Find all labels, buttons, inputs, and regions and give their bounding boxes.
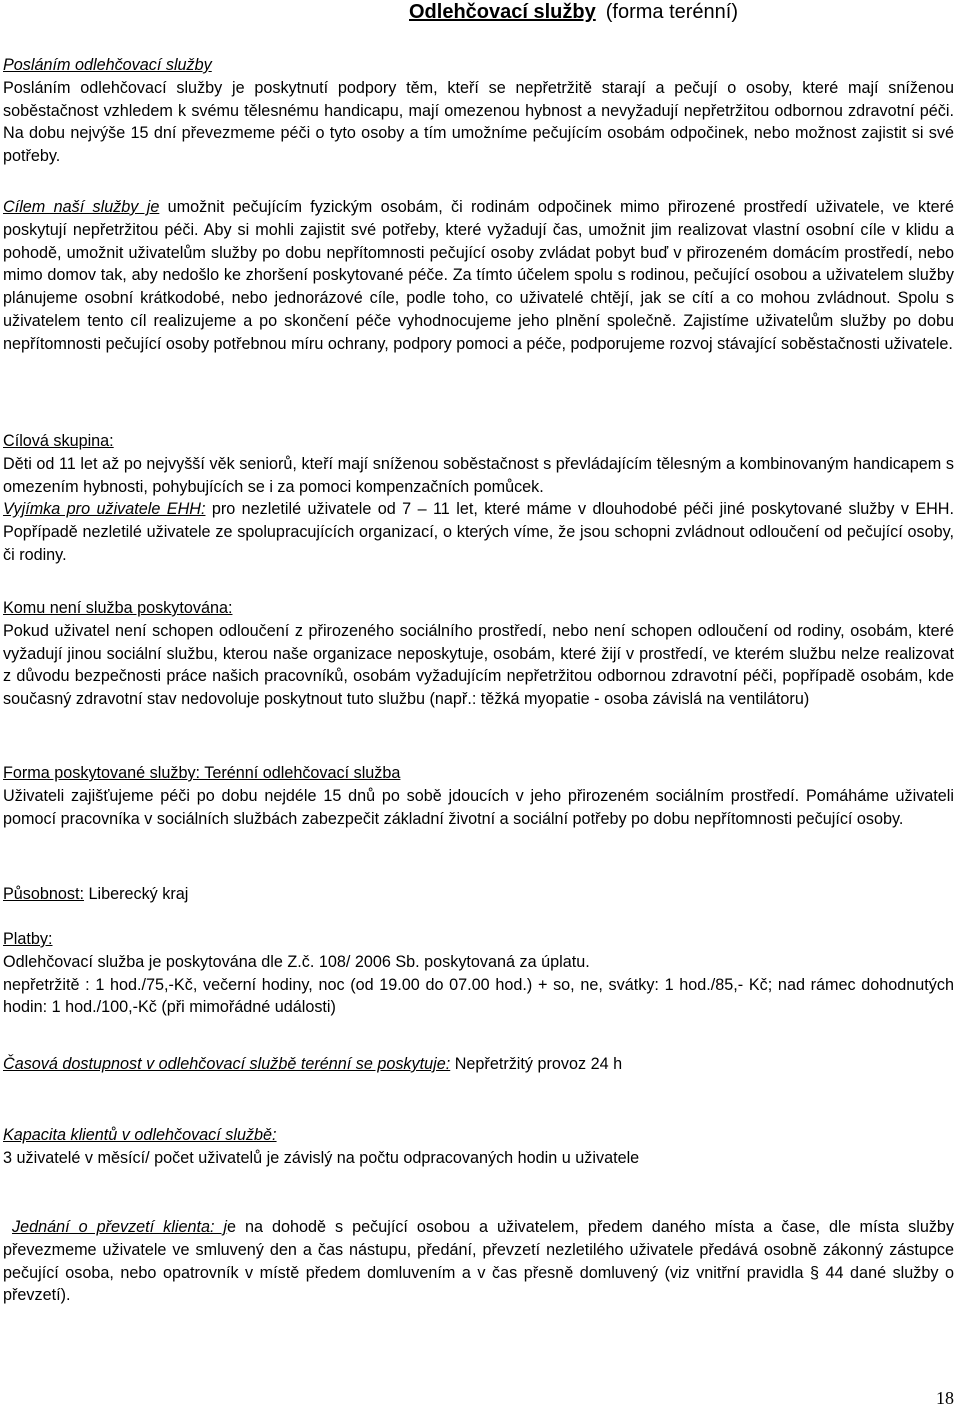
section-heading: Kapacita klientů v odlehčovací službě:	[3, 1126, 277, 1144]
section-cil	[3, 196, 954, 356]
section-forma	[3, 762, 954, 830]
section-text: umožnit pečujícím fyzickým osobám, či rodinám odpočinek mimo přirozené prostředí uživatele, ve které poskytují nepřetržitou péči. Aby si mohli zajistit své potřeby, které vyžadují čas, umožnit jim realizovat vlastní osobní cíle v klidu a pohodě, umožnit uživatelům služby po dobu nepřítomnosti pečující osoby zvládat pobyt buď v přirozeném domácím prostředí, nebo mimo domov tak, aby nedošlo ke zhoršení poskytované péče. Za tímto účelem spolu s rodinou, pečující osobou a uživatelem služby plánujeme osobní krátkodobé, nebo jednorázové cíle, podle toho, co uživatelé chtějí, jak se cítí a co mohou zvládnout. Spolu s uživatelem tento cíl realizujeme a po skončení péče vyhodnocujeme jeho plnění společně. Zajistíme uživatelům služby po dobu nepřítomnosti pečující osoby potřebnou míru ochrany, podpory pomoci a péče, podporujeme rozvoj stávající soběstačnosti uživatele.	[3, 198, 954, 353]
platby-line: Odlehčovací služba je poskytována dle Z.č. 108/ 2006 Sb. poskytovaná za úplatu.	[3, 952, 590, 971]
section-heading: Cílová skupina:	[3, 432, 114, 450]
section-text: e na dohodě s pečující osobou a uživatelem, předem daného místa a čase, dle místa služby převezmeme uživatele ve smluvený den a čas nástupu, předání, převzetí nezletilého uživatele předává osobně zákonný zástupce pečující osoba, nebo opatrovník v místě předem domluvením a v čas přesně domluvený (viz vnitřní pravidla § 44 dané služby o převzetí).	[3, 1218, 955, 1305]
section-text: Uživateli zajišťujeme péči po dobu nejdéle 15 dnů po sobě jdoucích v jeho přirozeném sociálním prostředí. Pomáháme uživateli pomocí pracovníka v sociálních službách zabezpečit základní životní a sociální potřeby po dobu nepřítomnosti pečující osoby.	[3, 786, 954, 828]
section-text: Děti od 11 let až po nejvyšší věk seniorů, kteří mají sníženou soběstačnost s převládajícím tělesným a kombinovaným handicapem s omezením hybnosti, pohybujících se i za pomoci kompenzačních pomůcek.	[3, 454, 954, 496]
section-komu	[3, 597, 954, 711]
section-heading: Forma poskytované služby: Terénní odlehčovací služba	[3, 764, 401, 782]
section-heading: Jednání o převzetí klienta: j	[12, 1218, 228, 1236]
section-jednani	[3, 1216, 954, 1307]
title-main: Odlehčovací služby	[409, 1, 596, 23]
section-text: Pokud uživatel není schopen odloučení z přirozeného sociálního prostředí, nebo není schopen odloučení od rodiny, osobám, které vyžadují jinou sociální službu, kterou naše organizace neposkytuje, osobám, které žijí v prostředí, ve kterém službu nelze realizovat z důvodu bezpečnosti práce našich pracovníků, osobám vyžadujícím nepřetržitou odbornou zdravotní péči, popřípadě osobám, kde současný zdravotní stav nedovoluje poskytnout tuto službu (např.: těžká myopatie - osoba závislá na ventilátoru)	[3, 621, 954, 709]
section-heading: Časová dostupnost v odlehčovací službě terénní se poskytuje:	[3, 1055, 451, 1073]
document-title	[0, 0, 960, 24]
section-heading: Působnost:	[3, 885, 84, 903]
exception-text: pro nezletilé uživatele od 7 – 11 let, které máme v dlouhodobé péči jiné poskytované služby v EHH. Popřípadě nezletilé uživatele ze spolupracujících organizací, o kterých víme, že jsou schopni zvládnout odloučení od pečující osoby, či rodiny.	[3, 500, 954, 564]
page-number: 18	[936, 1388, 954, 1408]
section-heading: Platby:	[3, 930, 53, 948]
exception-heading: Vyjímka pro uživatele EHH:	[3, 500, 206, 519]
section-text: Liberecký kraj	[84, 885, 189, 903]
section-heading: Komu není služba poskytována:	[3, 599, 233, 617]
section-casova-dostupnost	[3, 1053, 954, 1076]
section-platby	[3, 928, 954, 1019]
section-pusobnost	[3, 883, 954, 906]
section-heading: Cílem naší služby je	[3, 198, 160, 216]
section-cilova-skupina	[3, 430, 954, 567]
section-kapacita	[3, 1124, 954, 1170]
platby-line: nepřetržitě : 1 hod./75,-Kč, večerní hodiny, noc (od 19.00 do 07.00 hod.) + so, ne, svátky: 1 hod./85,- Kč; nad rámec dohodnutých hodin: 1 hod./100,-Kč (při mimořádné události)	[3, 975, 954, 1017]
section-text: Posláním odlehčovací služby je poskytnutí podpory těm, kteří se nepřetržitě starají a pečují o osoby, které mají sníženou soběstačnost vzhledem k svému tělesnému handicapu, mají omezenou hybnost a nevyžadují nepřetržitou odbornou zdravotní péči. Na dobu nejvýše 15 dní převezmeme péči o tyto osoby a tím umožníme pečujícím osobám odpočinek, nebo možnost zajistit si své potřeby.	[3, 78, 954, 166]
section-text: Nepřetržitý provoz 24 h	[450, 1055, 623, 1073]
title-sub: (forma terénní)	[605, 1, 738, 23]
section-poslani	[3, 54, 954, 168]
section-text: 3 uživatelé v měsící/ počet uživatelů je závislý na počtu odpracovaných hodin u uživatele	[3, 1148, 640, 1167]
section-heading: Posláním odlehčovací služby	[3, 56, 212, 74]
